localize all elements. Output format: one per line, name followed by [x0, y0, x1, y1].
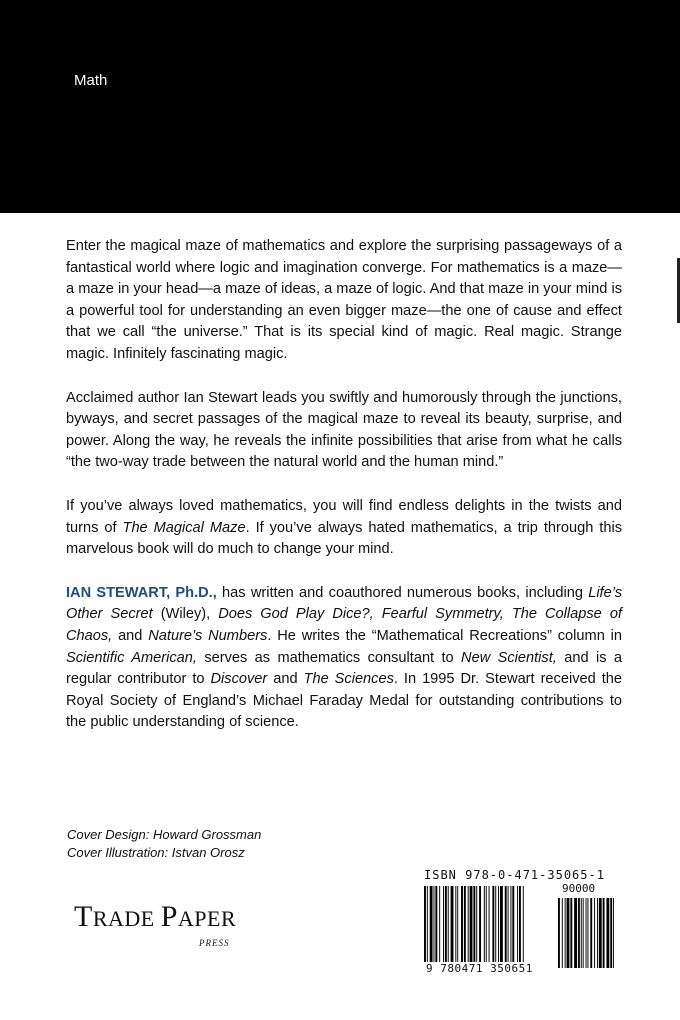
barcode-bar	[457, 886, 458, 968]
price-barcode-bar	[610, 898, 612, 968]
ean-digits: 9 780471 350651	[426, 962, 533, 975]
price-barcode-bar	[599, 898, 602, 968]
price-barcode-bar	[562, 898, 563, 968]
author-bio: IAN STEWART, Ph.D., has written and coauthored numerous books, including Life’s Other Secret (Wiley), Does God Play Dice?, Fearful Symmetry, The Collapse of Chaos, and Nature’s Numbers. He writes the “Mathematical Recreations” column in Scientific American, serves as mathematics consultant to New Scientist, and is a regular contributor to Discover and The Sciences. In 1995 Dr. Stewart received the Royal Society of England’s Michael Faraday Medal for outstanding contributions to the public understanding of science.	[66, 584, 623, 731]
barcode-bar	[468, 886, 469, 968]
barcode-bar	[519, 886, 521, 968]
barcode-bar	[439, 886, 440, 968]
publisher-logo: TRADE PAPER PRESS	[74, 900, 237, 948]
price-barcode-bar	[613, 898, 614, 968]
barcode-bar	[427, 886, 428, 968]
barcode-bar	[508, 886, 509, 968]
barcode-bar	[492, 886, 494, 968]
price-barcode-bar	[583, 898, 584, 968]
barcode-bar	[434, 886, 435, 968]
barcode-bar	[445, 886, 447, 968]
category-label: Math	[74, 72, 108, 89]
price-barcode-bar	[606, 898, 609, 968]
barcode-bar	[495, 886, 496, 968]
barcode-bar	[500, 886, 503, 968]
barcode-bar	[489, 886, 490, 968]
cover-credits	[67, 826, 261, 862]
top-black-band	[0, 0, 680, 213]
description-paragraph-1: Enter the magical maze of mathematics and explore the surprising passageways of a fantastical world where logic and imagination converge. For mathematics is a maze—a maze in your head—a maze of ideas, a maze of logic. And that maze in your mind is a powerful tool for understanding an even bigger maze—the one of cause and effect that we call “the universe.” That is its special kind of magic. Real magic. Strange magic. Infinitely fascinating magic.	[66, 238, 622, 362]
price-barcode-bar	[603, 898, 605, 968]
barcode-bar	[461, 886, 463, 968]
description-paragraph-2: Acclaimed author Ian Stewart leads you swiftly and humorously through the junctions, byways, and secret passages of the magical maze to reveal its beauty, surprise, and power. Along the way, he reveals the infinite possibilities that arise from what he calls “the two-way trade between the natural world and the human mind.”	[66, 389, 622, 471]
barcode-bar	[430, 886, 433, 968]
barcode-bar	[476, 886, 477, 968]
barcode-bar	[473, 886, 475, 968]
cover-design-credit: Cover Design: Howard Grossman	[67, 827, 262, 842]
price-barcode-bar	[597, 898, 598, 968]
barcode-bar	[443, 886, 444, 968]
barcode-bar	[512, 886, 514, 968]
barcode-bar	[470, 886, 473, 968]
barcode-bar	[484, 886, 485, 968]
cover-illustration-credit: Cover Illustration: Istvan Orosz	[67, 845, 245, 860]
barcode-bar	[486, 886, 487, 968]
barcode-bar	[424, 886, 426, 968]
barcode-bar	[479, 886, 481, 968]
barcode-bar	[505, 886, 507, 968]
isbn-number: ISBN 978-0-471-35065-1	[424, 868, 605, 882]
price-barcode-bar	[587, 898, 588, 968]
barcode-bar	[451, 886, 454, 968]
barcode-bar	[517, 886, 518, 968]
barcode-bar	[464, 886, 466, 968]
barcode	[424, 886, 614, 968]
barcode-bar	[435, 886, 437, 968]
barcode-bar	[523, 886, 524, 968]
price-barcode-bar	[567, 898, 570, 968]
book-title: The Magical Maze	[122, 519, 246, 536]
price-barcode-bar	[574, 898, 577, 968]
price-barcode-bar	[590, 898, 592, 968]
author-name: IAN STEWART, Ph.D.,	[66, 584, 217, 601]
barcode-bar	[498, 886, 499, 968]
price-barcode-bar	[594, 898, 595, 968]
price-barcode-bar	[570, 898, 572, 968]
back-cover-copy	[66, 236, 622, 734]
price-barcode-bar	[581, 898, 582, 968]
price-barcode-bar	[578, 898, 580, 968]
price-barcode-bar	[586, 898, 587, 968]
price-barcode-bar	[558, 898, 560, 968]
price-code: 90000	[562, 882, 596, 895]
barcode-bar	[510, 886, 511, 968]
barcode-bar	[455, 886, 456, 968]
barcode-bar	[448, 886, 449, 968]
price-barcode-bar	[565, 898, 566, 968]
description-paragraph-3: If you’ve always loved mathematics, you will find endless delights in the twists and turns of The Magical Maze. If you’ve always hated mathematics, a trip through this marvelous book will do much to change your mind.	[66, 497, 622, 558]
publisher-logo-sub: PRESS	[199, 938, 230, 948]
